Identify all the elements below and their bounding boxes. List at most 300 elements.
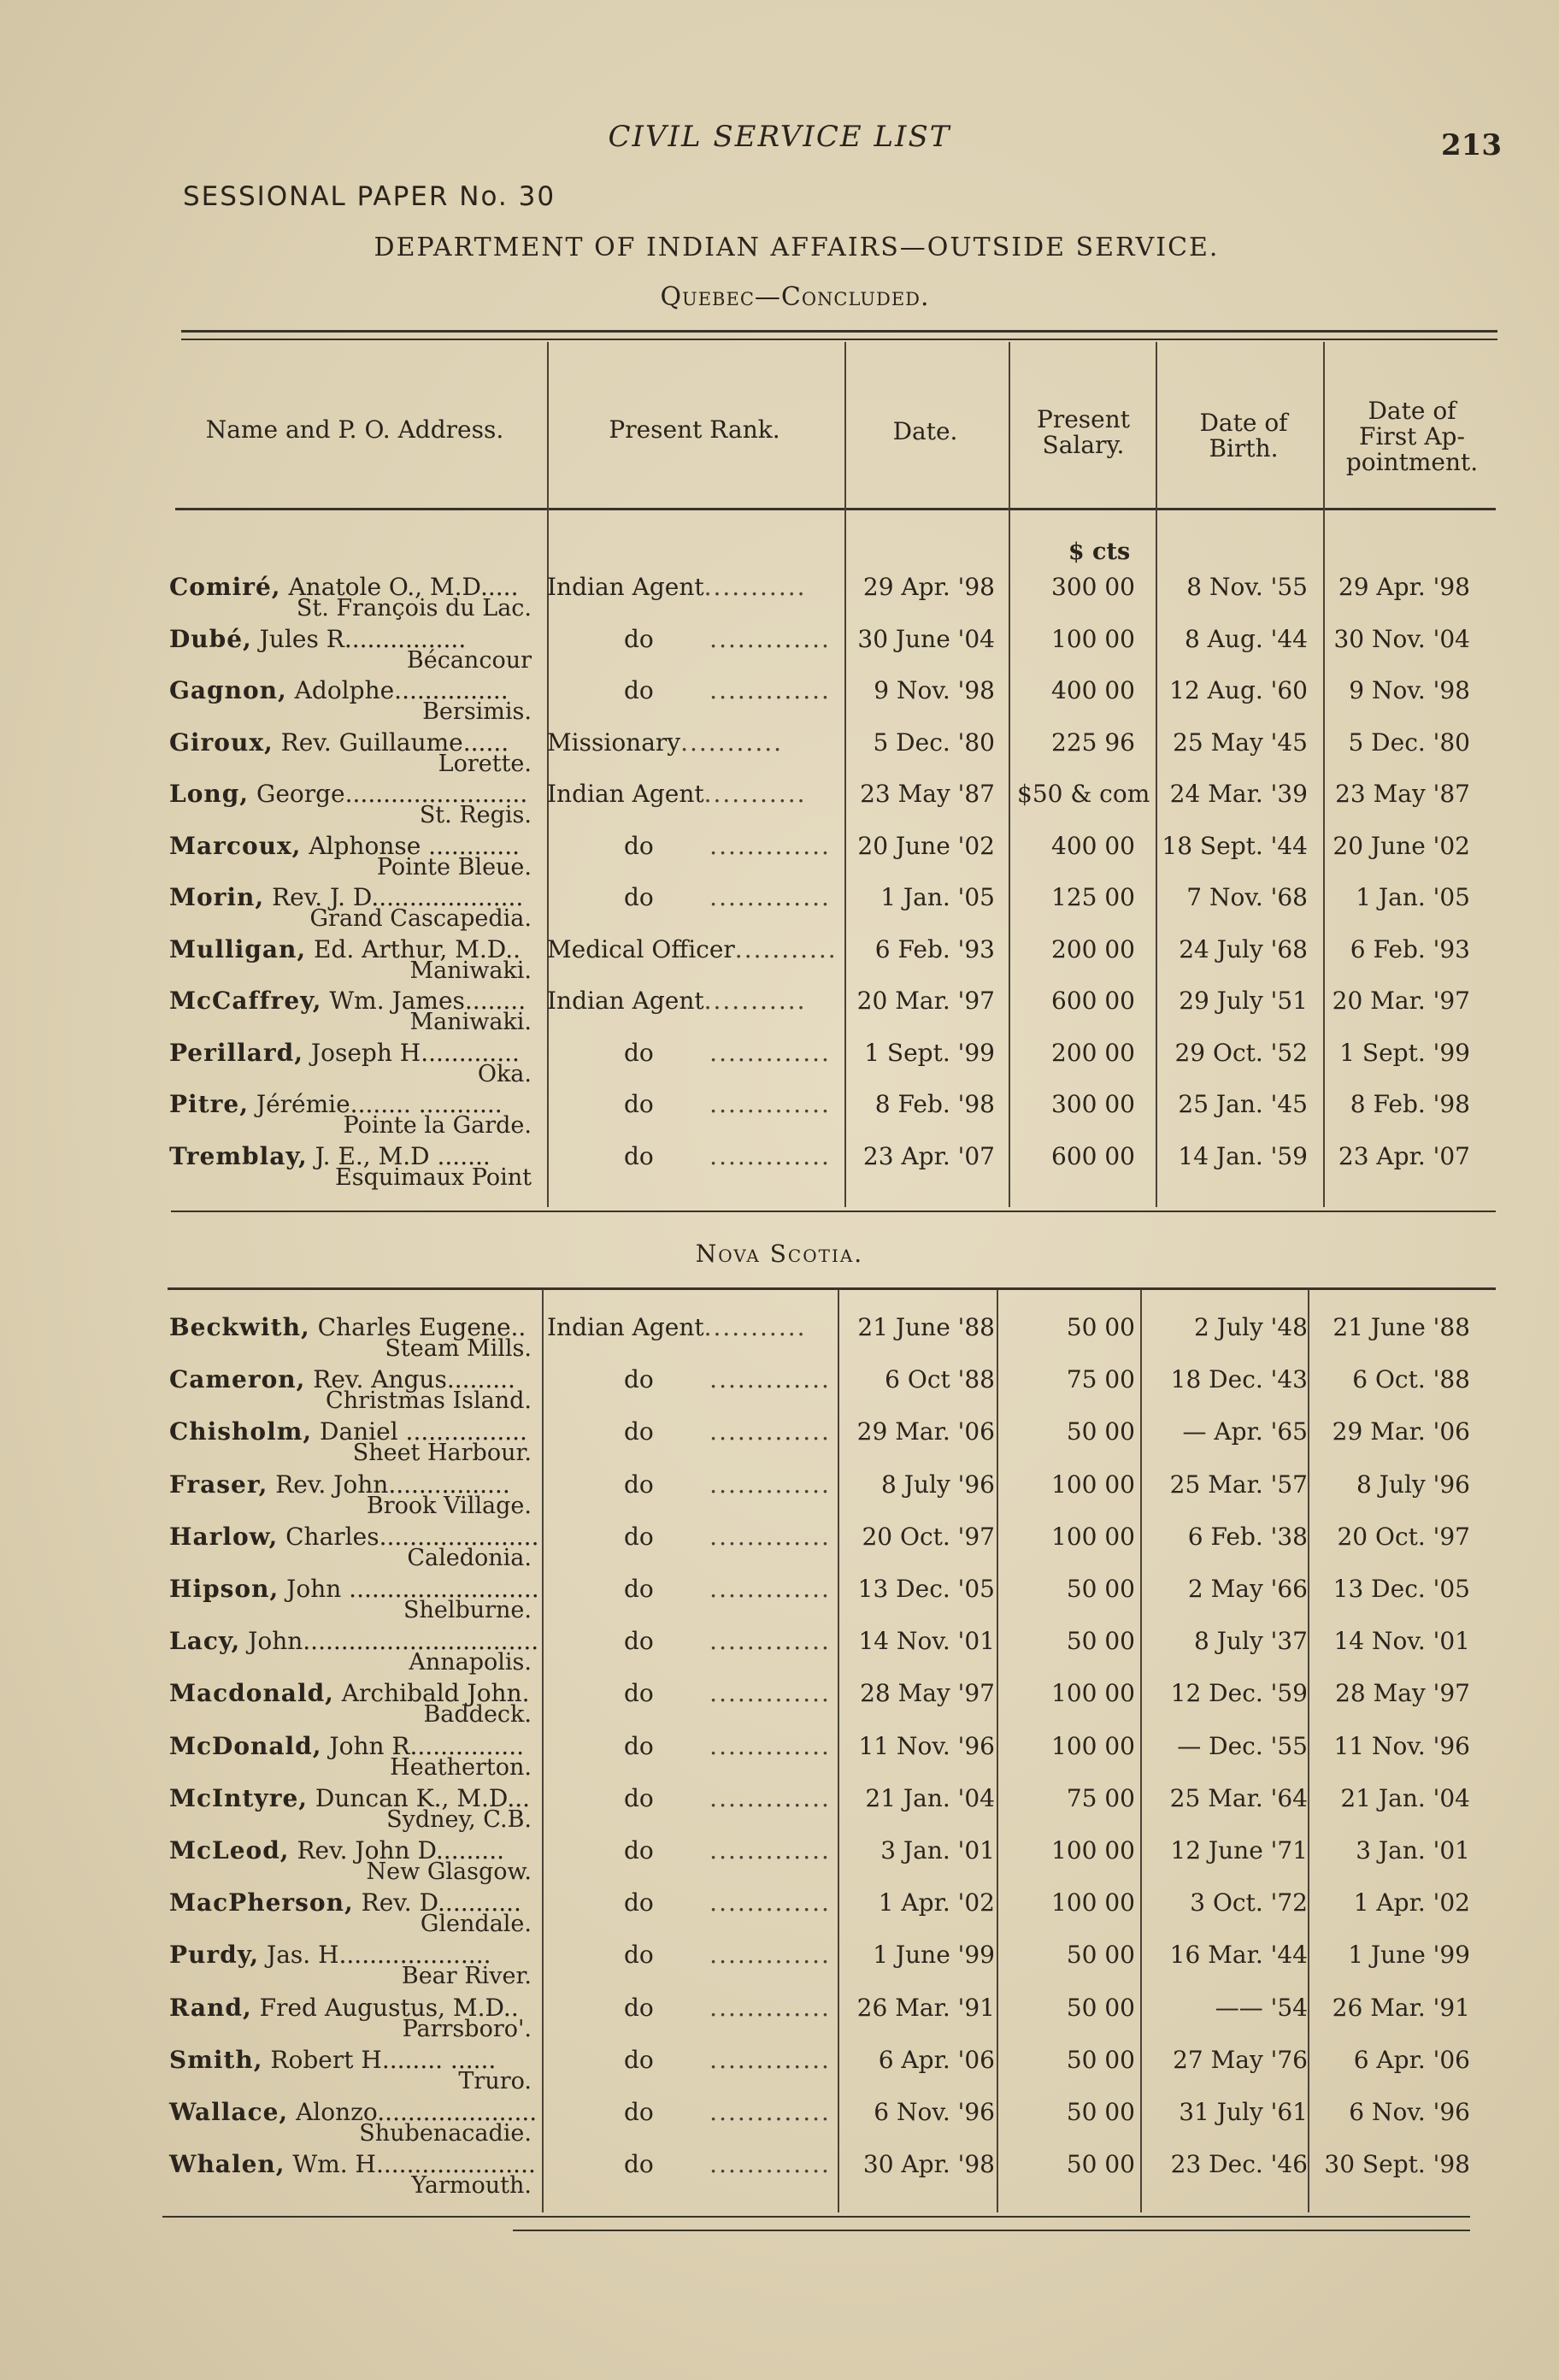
entry-address: Glendale. [420,1911,532,1938]
entry-rank [624,2150,831,2178]
entry-date: 6 Oct '88 [885,1365,995,1394]
entry-salary: 125 00 [1051,883,1135,911]
entry-given-name: J. E., M.D ....... [307,1141,491,1170]
entry-address: Maniwaki. [409,957,532,984]
entry-surname: Chisholm, [169,1417,313,1446]
entry-name [169,1039,520,1067]
col-header-first-appointment [1327,398,1497,475]
entry-surname: Gagnon, [169,676,287,704]
table-row [0,1039,1559,1092]
entry-address: Baddeck. [423,1701,532,1729]
entry-rank-text: do [624,1575,654,1603]
entry-salary: 100 00 [1051,1888,1135,1918]
leader-dots: ............. [653,1993,831,2022]
leader-dots: ............. [653,1575,831,1603]
table-row [0,728,1559,781]
entry-salary: 50 00 [1066,2098,1135,2126]
entry-address: Christmas Island. [326,1387,532,1415]
entry-date: 9 Nov. '98 [874,676,995,704]
leader-dots: ............. [653,676,831,704]
entry-rank [624,1365,831,1393]
entry-address: Shelburne. [403,1597,532,1623]
entry-salary: 50 00 [1066,2150,1135,2179]
header-rule [175,508,1496,510]
entry-salary: 300 00 [1051,573,1135,601]
leader-dots: ............. [653,1522,831,1551]
entry-date: 1 June '99 [873,1941,995,1970]
entry-address: Steam Mills. [385,1335,532,1362]
table-row [0,1142,1559,1195]
entry-date: 6 Apr. '06 [878,2045,995,2074]
entry-rank [624,1039,831,1067]
entry-birth-date: 29 July '51 [1179,987,1308,1015]
leader-dots: ........... [703,987,807,1015]
entry-rank [624,676,831,704]
nova-scotia-heading: Nova Scotia. [695,1240,864,1268]
entry-rank-text: do [624,2045,654,2074]
col-header-first-line1: Date of [1368,397,1456,425]
entry-date: 20 Oct. '97 [862,1522,995,1551]
entry-given-name: Charles Eugene.. [309,1313,527,1341]
entry-surname: McIntyre, [169,1783,309,1812]
entry-given-name: Wm. James........ [321,987,527,1015]
entry-salary: $50 & com [1017,780,1150,808]
entry-given-name: Daniel ................ [312,1417,527,1446]
entry-date: 28 May '97 [860,1679,995,1708]
top-rule [181,330,1497,333]
entry-surname: Dubé, [169,624,252,653]
table-row [0,1994,1559,2047]
department-heading: DEPARTMENT OF INDIAN AFFAIRS—OUTSIDE SERVICE. [374,233,1220,262]
leader-dots: ............. [653,1888,831,1918]
entry-surname: Tremblay, [169,1141,308,1170]
entry-given-name: Rev. Angus......... [305,1365,515,1394]
entry-birth-date: 6 Feb. '38 [1187,1522,1308,1551]
entry-surname: Beckwith, [169,1313,310,1341]
entry-birth-date: 8 Nov. '55 [1186,573,1308,601]
entry-address: Parrsboro'. [402,2015,532,2042]
table-row [0,1470,1559,1523]
entry-date: 20 Mar. '97 [856,987,995,1015]
entry-birth-date: 27 May '76 [1173,2045,1308,2074]
entry-rank [624,832,831,860]
entry-first-appointment: 28 May '97 [1335,1679,1470,1708]
entry-surname: Macdonald, [169,1679,334,1708]
entry-surname: Whalen, [169,2150,285,2179]
entry-given-name: Charles..................... [278,1522,539,1551]
entry-surname: Morin, [169,883,265,911]
leader-dots: ............. [653,1141,831,1170]
entry-rank [547,573,807,601]
table-row [0,1732,1559,1785]
entry-given-name: Rev. J. D.................... [264,883,524,911]
col-header-birth [1158,410,1329,462]
entry-salary: 50 00 [1066,1941,1135,1970]
entry-given-name: Jérémie........ ........... [248,1090,503,1118]
col-header-date: Date. [892,417,958,445]
leader-dots: ............. [653,1941,831,1970]
entry-address: St. Regis. [419,802,532,828]
entry-rank [624,1090,831,1118]
entry-rank-text: do [624,1090,654,1118]
entry-date: 21 June '88 [857,1313,995,1341]
leader-dots: ............. [653,2098,831,2126]
entry-surname: Mulligan, [169,934,307,963]
entry-surname: Pitre, [169,1090,249,1118]
top-rule-2 [181,339,1497,340]
entry-birth-date: 18 Dec. '43 [1170,1365,1308,1394]
entry-birth-date: 25 Jan. '45 [1178,1090,1308,1118]
entry-salary: 300 00 [1051,1090,1135,1118]
table-row [0,1575,1559,1628]
entry-given-name: Alphonse ............ [301,831,520,860]
entry-surname: Lacy, [169,1627,241,1656]
entry-date: 14 Nov. '01 [858,1627,995,1656]
entry-surname: Smith, [169,2045,263,2074]
table-row [0,1417,1559,1470]
col-header-first-line3: pointment. [1345,448,1479,476]
entry-given-name: George........................ [249,780,528,808]
entry-surname: Purdy, [169,1941,260,1970]
table-row [0,1941,1559,1994]
entry-address: Lorette. [438,750,532,777]
entry-rank [547,987,807,1015]
leader-dots: ............. [653,1731,831,1760]
entry-first-appointment: 9 Nov. '98 [1349,676,1470,704]
entry-first-appointment: 21 Jan. '04 [1340,1783,1470,1812]
leader-dots: ............. [653,1470,831,1499]
col-header-birth-line1: Date of [1199,409,1288,437]
entry-address: Pointe Bleue. [376,853,532,881]
entry-date: 1 Sept. '99 [864,1038,995,1067]
entry-salary: 100 00 [1051,1522,1135,1551]
entry-rank [547,935,838,963]
entry-rank-text: do [624,2150,654,2179]
entry-date: 6 Feb. '93 [874,934,995,963]
entry-salary: 100 00 [1051,1470,1135,1499]
entry-date: 1 Apr. '02 [878,1888,995,1918]
entry-rank-text: do [624,1993,654,2022]
entry-first-appointment: 1 Sept. '99 [1339,1038,1470,1067]
entry-first-appointment: 8 Feb. '98 [1350,1090,1470,1118]
entry-first-appointment: 29 Mar. '06 [1332,1417,1470,1446]
entry-rank [624,1784,831,1812]
table-row [0,935,1559,988]
entry-rank-text: do [624,1783,654,1812]
table-row [0,1365,1559,1418]
entry-salary: 50 00 [1066,1575,1135,1603]
table-row [0,625,1559,678]
entry-first-appointment: 1 June '99 [1348,1941,1470,1970]
entry-salary: 50 00 [1066,1627,1135,1656]
entry-birth-date: 23 Dec. '46 [1170,2150,1308,2179]
entry-surname: Rand, [169,1993,252,2022]
entry-address: Bear River. [401,1963,532,1990]
entry-given-name: Jules R................ [251,624,467,653]
entry-address: Yarmouth. [411,2172,532,2200]
entry-birth-date: 2 July '48 [1194,1313,1308,1341]
entry-surname: Wallace, [169,2098,289,2126]
entry-rank [547,1313,807,1341]
entry-given-name: Duncan K., M.D... [308,1783,531,1812]
entry-salary: 200 00 [1051,934,1135,963]
entry-surname: McLeod, [169,1836,290,1865]
entry-rank [624,1142,831,1170]
table-row [0,1523,1559,1576]
entry-given-name: John R............... [321,1731,525,1760]
entry-rank-text: do [624,1470,654,1499]
entry-given-name: Anatole O., M.D..... [280,573,519,601]
entry-address: Caledonia. [407,1544,532,1571]
entry-given-name: Ed. Arthur, M.D.. [306,934,521,963]
entry-first-appointment: 23 May '87 [1335,780,1470,808]
entry-date: 8 July '96 [881,1470,995,1499]
table-row [0,573,1559,626]
entry-given-name: Robert H........ ...... [262,2045,497,2074]
entry-date: 29 Mar. '06 [856,1417,995,1446]
entry-birth-date: 18 Sept. '44 [1162,831,1308,860]
entry-rank [624,2046,831,2074]
entry-given-name: Archibald John. [333,1679,530,1708]
entry-birth-date: 16 Mar. '44 [1169,1941,1308,1970]
entry-rank-text: Indian Agent [547,987,704,1015]
entry-date: 8 Feb. '98 [874,1090,995,1118]
entry-given-name: Rev. John................ [268,1470,510,1499]
table-row [0,1836,1559,1889]
section-rule-2 [168,1287,1496,1290]
entry-rank [624,1523,831,1551]
entry-birth-date: 12 Aug. '60 [1169,676,1308,704]
entry-date: 23 May '87 [860,780,995,808]
entry-date: 13 Dec. '05 [857,1575,995,1603]
entry-surname: MacPherson, [169,1888,354,1918]
entry-given-name: Fred Augustus, M.D.. [251,1993,519,2022]
entry-date: 5 Dec. '80 [873,728,995,757]
entry-address: Grand Cascapedia. [309,905,532,932]
leader-dots: ............. [653,1679,831,1708]
entry-rank-text: Medical Officer [547,934,735,963]
entry-birth-date: 14 Jan. '59 [1178,1141,1308,1170]
table-row [0,676,1559,729]
entry-first-appointment: 11 Nov. '96 [1333,1731,1470,1760]
entry-salary: 600 00 [1051,987,1135,1015]
entry-address: Shubenacadie. [359,2120,532,2147]
table-row [0,1784,1559,1837]
entry-date: 30 Apr. '98 [862,2150,995,2179]
entry-salary: 400 00 [1051,676,1135,704]
table-row [0,1313,1559,1366]
entry-birth-date: 25 May '45 [1173,728,1308,757]
col-header-rank: Present Rank. [609,415,780,444]
entry-salary: 50 00 [1066,2045,1135,2074]
table-row [0,883,1559,936]
leader-dots: ............. [653,831,831,860]
entry-birth-date: —— '54 [1215,1993,1308,2022]
entry-birth-date: 12 Dec. '59 [1170,1679,1308,1708]
entry-birth-date: 25 Mar. '64 [1169,1783,1308,1812]
entry-first-appointment: 23 Apr. '07 [1338,1141,1470,1170]
leader-dots: ............. [653,2045,831,2074]
entry-surname: McCaffrey, [169,987,322,1015]
table-row [0,2098,1559,2151]
table-row [0,1090,1559,1143]
col-header-first-line2: First Ap- [1359,422,1465,451]
entry-birth-date: 24 July '68 [1179,934,1308,963]
section-rule [171,1211,1496,1212]
entry-rank-text: do [624,1836,654,1865]
leader-dots: ............. [653,1038,831,1067]
sessional-paper-label: SESSIONAL PAPER No. 30 [183,181,556,212]
leader-dots: ............. [653,2150,831,2179]
entry-first-appointment: 20 Mar. '97 [1332,987,1470,1015]
table-row [0,2150,1559,2203]
entry-first-appointment: 20 Oct. '97 [1337,1522,1470,1551]
entry-rank-text: do [624,831,654,860]
entry-rank [547,780,807,808]
entry-rank-text: Indian Agent [547,780,704,808]
entry-date: 30 June '04 [857,624,995,653]
table-row [0,832,1559,885]
entry-date: 3 Jan. '01 [880,1836,995,1865]
leader-dots: ........... [703,780,807,808]
entry-salary: 75 00 [1066,1365,1135,1394]
entry-surname: Hipson, [169,1575,279,1603]
entry-birth-date: 2 May '66 [1187,1575,1308,1603]
entry-rank-text: do [624,1522,654,1551]
entry-birth-date: 8 July '37 [1194,1627,1308,1656]
entry-rank-text: do [624,1627,654,1656]
entry-given-name: Joseph H............. [303,1038,520,1067]
entry-address: Sheet Harbour. [352,1440,532,1467]
entry-first-appointment: 30 Sept. '98 [1324,2150,1470,2179]
entry-date: 11 Nov. '96 [858,1731,995,1760]
entry-birth-date: 29 Oct. '52 [1174,1038,1308,1067]
entry-rank-text: do [624,624,654,653]
entry-rank-text: do [624,883,654,911]
entry-first-appointment: 6 Nov. '96 [1349,2098,1470,2126]
entry-address: Pointe la Garde. [343,1112,532,1139]
entry-address: Brook Village. [366,1492,532,1519]
entry-rank-text: do [624,1941,654,1970]
entry-given-name: Wm. H..................... [285,2150,536,2179]
entry-rank [624,1575,831,1603]
entry-salary: 100 00 [1051,1679,1135,1708]
entry-address: Annapolis. [409,1649,532,1676]
entry-rank-text: do [624,1417,654,1446]
entry-rank-text: do [624,1679,654,1708]
entry-date: 21 Jan. '04 [865,1783,995,1812]
entry-birth-date: 12 June '71 [1170,1836,1308,1865]
table-row [0,987,1559,1040]
entry-surname: Long, [169,780,250,808]
entry-surname: Marcoux, [169,831,302,860]
col-header-salary-line1: Present [1036,405,1131,433]
entry-first-appointment: 5 Dec. '80 [1348,728,1470,757]
entry-date: 20 June '02 [857,831,995,860]
entry-surname: McDonald, [169,1731,322,1760]
leader-dots: ............. [653,1783,831,1812]
entry-salary: 100 00 [1051,1731,1135,1760]
entry-address: Bersimis. [422,698,532,725]
table-row [0,1888,1559,1941]
salary-units: $ cts [1068,539,1131,565]
entry-given-name: Adolphe............... [286,676,509,704]
entry-salary: 100 00 [1051,624,1135,653]
entry-address: Esquimaux Point [335,1163,532,1191]
entry-rank-text: do [624,676,654,704]
entry-rank-text: do [624,1141,654,1170]
entry-salary: 600 00 [1051,1141,1135,1170]
entry-given-name: Rev. D........... [353,1888,521,1918]
table-row [0,780,1559,833]
entry-rank-text: Indian Agent [547,573,704,601]
entry-salary: 50 00 [1066,1993,1135,2022]
leader-dots: ........... [703,1313,807,1341]
entry-salary: 75 00 [1066,1783,1135,1812]
entry-salary: 50 00 [1066,1313,1135,1341]
entry-name [169,2046,496,2074]
entry-first-appointment: 6 Feb. '93 [1350,934,1470,963]
running-title: CIVIL SERVICE LIST [608,120,951,154]
entry-rank [624,2098,831,2126]
entry-birth-date: — Apr. '65 [1182,1417,1308,1446]
entry-date: 6 Nov. '96 [874,2098,995,2126]
entry-address: Bécancour [406,646,532,674]
leader-dots: ............. [653,1627,831,1656]
entry-address: New Glasgow. [366,1859,532,1885]
entry-first-appointment: 6 Apr. '06 [1353,2045,1470,2074]
entry-rank [624,1994,831,2022]
entry-birth-date: 24 Mar. '39 [1169,780,1308,808]
bottom-rule-2 [513,2230,1470,2231]
entry-birth-date: 7 Nov. '68 [1186,883,1308,911]
entry-birth-date: 25 Mar. '57 [1169,1470,1308,1499]
entry-rank [624,1679,831,1707]
entry-given-name: Jas. H.................... [259,1941,491,1970]
entry-rank-text: Missionary [547,728,681,757]
entry-rank [624,1627,831,1655]
entry-rank-text: do [624,1888,654,1918]
entry-given-name: John ......................... [279,1575,539,1603]
entry-address: Heatherton. [390,1753,532,1781]
col-header-name: Name and P. O. Address. [205,415,504,444]
table-row [0,1627,1559,1680]
entry-first-appointment: 13 Dec. '05 [1333,1575,1470,1603]
entry-rank [624,1941,831,1969]
entry-given-name: John............................... [240,1627,539,1656]
entry-rank [624,1888,831,1917]
entry-rank-text: do [624,1731,654,1760]
bottom-rule [162,2216,1470,2218]
entry-birth-date: 31 July '61 [1179,2098,1308,2126]
entry-salary: 50 00 [1066,1417,1135,1446]
table-row [0,1679,1559,1732]
entry-first-appointment: 26 Mar. '91 [1332,1993,1470,2022]
entry-date: 1 Jan. '05 [880,883,995,911]
entry-rank-text: do [624,1038,654,1067]
entry-surname: Harlow, [169,1522,279,1551]
leader-dots: ............. [653,1836,831,1865]
entry-salary: 225 96 [1051,728,1135,757]
leader-dots: ........... [680,728,784,757]
entry-first-appointment: 1 Jan. '05 [1356,883,1470,911]
entry-address: Truro. [458,2067,532,2094]
entry-birth-date: — Dec. '55 [1177,1731,1308,1760]
leader-dots: ............. [653,883,831,911]
entry-address: Maniwaki. [409,1009,532,1035]
table-row [0,2046,1559,2099]
entry-salary: 400 00 [1051,831,1135,860]
